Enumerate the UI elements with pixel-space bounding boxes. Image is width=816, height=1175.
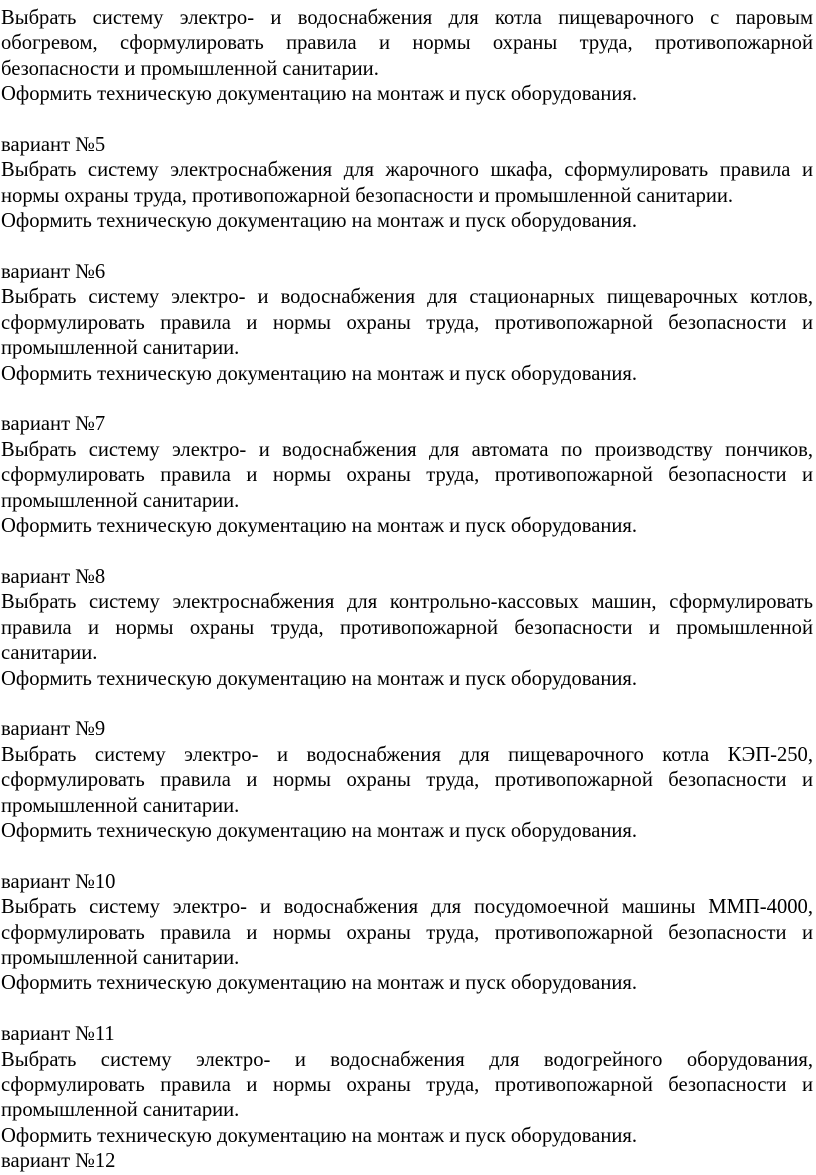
variant-heading: вариант №5 xyxy=(1,134,106,157)
variant-heading: вариант №6 xyxy=(1,261,106,284)
documentation-text: Оформить техническую документацию на монтаж и пуск оборудования. xyxy=(1,667,638,690)
task-text: Выбрать систему электро- и водоснабжения для посудомоечной машины ММП-4000, сформулировать правила и нормы охраны труда, противопожарной безопасности и промышленной санитарии. xyxy=(1,896,813,969)
variant-heading: вариант №10 xyxy=(1,870,116,893)
documentation-text: Оформить техническую документацию на монтаж и пуск оборудования. xyxy=(1,362,638,385)
variant-12 xyxy=(1,1149,813,1174)
variant-6 xyxy=(1,260,813,387)
variant-10 xyxy=(1,870,813,997)
variant-9 xyxy=(1,717,813,844)
variant-8 xyxy=(1,565,813,692)
documentation-text: Оформить техническую документацию на монтаж и пуск оборудования. xyxy=(1,1124,638,1147)
documentation-text: Оформить техническую документацию на монтаж и пуск оборудования. xyxy=(1,210,638,233)
documentation-text: Оформить техническую документацию на монтаж и пуск оборудования. xyxy=(1,83,638,106)
task-text: Выбрать систему электроснабжения для жарочного шкафа, сформулировать правила и нормы охраны труда, противопожарной безопасности и промышленной санитарии. xyxy=(1,159,813,207)
task-text: Выбрать систему электро- и водоснабжения для стационарных пищеварочных котлов, сформулировать правила и нормы охраны труда, противопожарной безопасности и промышленной санитарии. xyxy=(1,286,813,360)
variant-5 xyxy=(1,133,813,235)
intro-block xyxy=(1,6,813,108)
documentation-text: Оформить техническую документацию на монтаж и пуск оборудования. xyxy=(1,515,638,538)
documentation-text: Оформить техническую документацию на монтаж и пуск оборудования. xyxy=(1,819,638,842)
documentation-text: Оформить техническую документацию на монтаж и пуск оборудования. xyxy=(1,972,638,995)
variant-heading: вариант №9 xyxy=(1,718,106,741)
variant-7 xyxy=(1,412,813,539)
task-text: Выбрать систему электро- и водоснабжения для пищеварочного котла КЭП-250, сформулировать правила и нормы охраны труда, противопожарной безопасности и промышленной санитарии. xyxy=(1,743,813,817)
task-text: Выбрать систему электро- и водоснабжения для автомата по производству пончиков, сформулировать правила и нормы охраны труда, противопожарной безопасности и промышленной санитарии. xyxy=(1,438,813,512)
task-text: Выбрать систему электроснабжения для контрольно-кассовых машин, сформулировать правила и нормы охраны труда, противопожарной безопасности и промышленной санитарии. xyxy=(1,591,813,665)
variant-11 xyxy=(1,1022,813,1149)
variant-heading: вариант №8 xyxy=(1,565,106,588)
task-text: Выбрать систему электро- и водоснабжения для котла пищеварочного с паровым обогревом, сформулировать правила и нормы охраны труда, противопожарной безопасности и промышленной санитарии. xyxy=(1,7,813,80)
variant-heading: вариант №12 xyxy=(1,1150,116,1173)
variant-heading: вариант №11 xyxy=(1,1023,115,1046)
document-page xyxy=(1,6,813,1175)
task-text: Выбрать систему электро- и водоснабжения для водогрейного оборудования, сформулировать правила и нормы охраны труда, противопожарной безопасности и промышленной санитарии. xyxy=(1,1048,813,1122)
variant-heading: вариант №7 xyxy=(1,413,106,436)
